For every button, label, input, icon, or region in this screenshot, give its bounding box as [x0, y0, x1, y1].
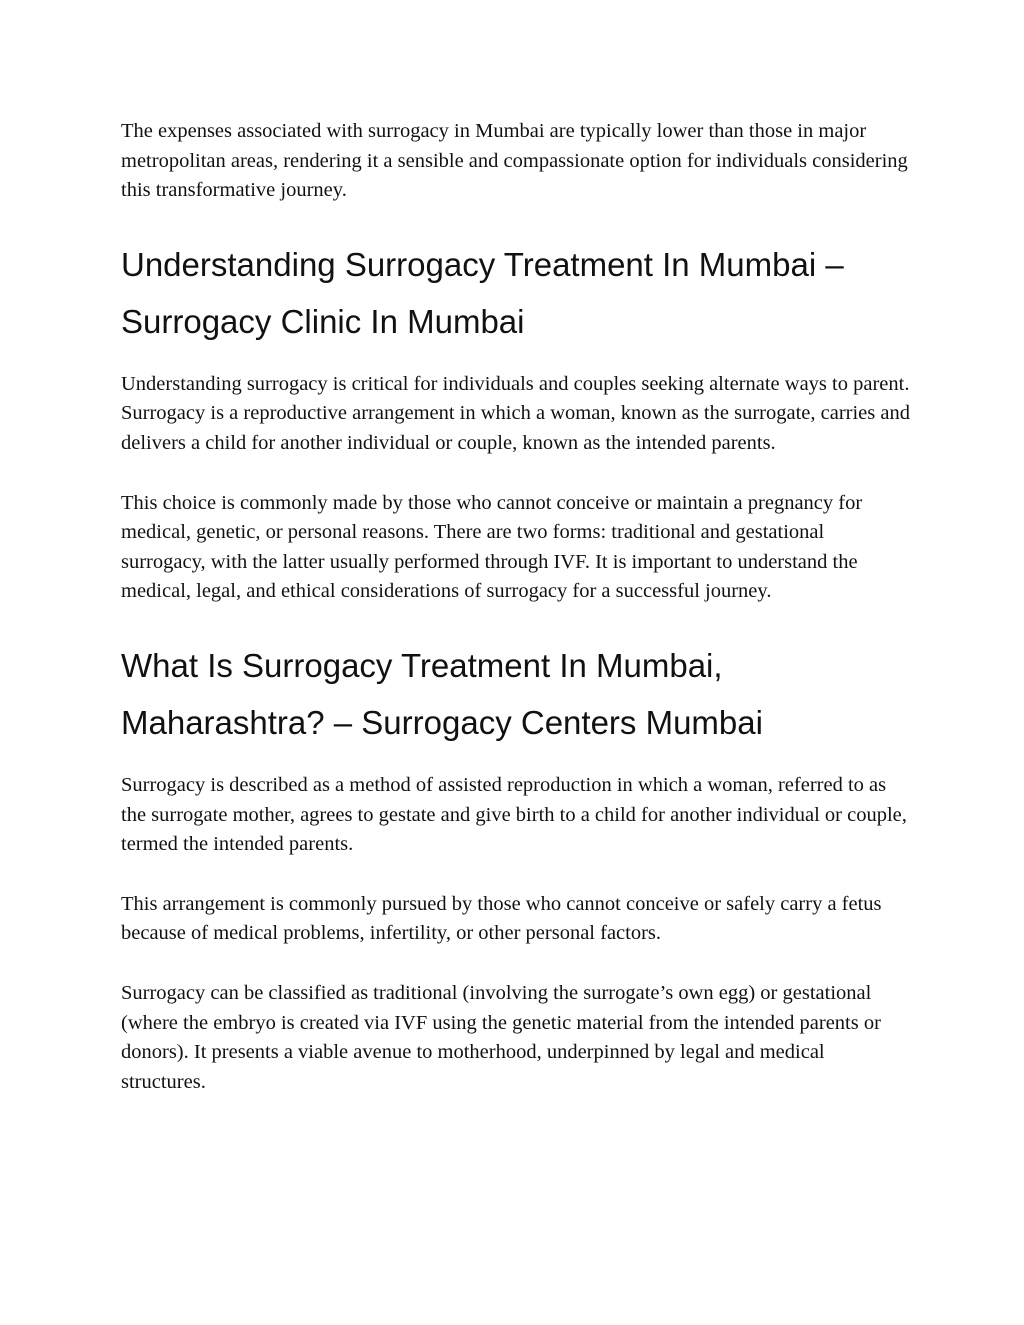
section-heading-understanding: Understanding Surrogacy Treatment In Mumbai – Surrogacy Clinic In Mumbai — [121, 245, 844, 340]
section1-paragraph-1: Understanding surrogacy is critical for individuals and couples seeking alternate ways to parent. Surrogacy is a reproductive arrangement in which a woman, known as the surrogate, carries and delivers a child for another individual or couple, known as the intended parents. — [121, 372, 910, 454]
section-heading-what-is: What Is Surrogacy Treatment In Mumbai, Maharashtra? – Surrogacy Centers Mumbai — [121, 646, 763, 741]
document-page — [121, 117, 911, 1097]
section1-paragraph-2: This choice is commonly made by those who cannot conceive or maintain a pregnancy for medical, genetic, or personal reasons. There are two forms: traditional and gestational surrogacy, with the latter usually performed through IVF. It is important to understand the medical, legal, and ethical considerations of surrogacy for a successful journey. — [121, 491, 863, 603]
section2-paragraph-3: Surrogacy can be classified as traditional (involving the surrogate’s own egg) or gestational (where the embryo is created via IVF using the genetic material from the intended parents or donors). It presents a viable avenue to motherhood, underpinned by legal and medical structures. — [121, 981, 881, 1093]
intro-paragraph: The expenses associated with surrogacy in Mumbai are typically lower than those in major metropolitan areas, rendering it a sensible and compassionate option for individuals considering this transformative journey. — [121, 120, 908, 202]
section2-paragraph-2: This arrangement is commonly pursued by those who cannot conceive or safely carry a fetus because of medical problems, infertility, or other personal factors. — [121, 892, 882, 945]
section2-paragraph-1: Surrogacy is described as a method of assisted reproduction in which a woman, referred to as the surrogate mother, agrees to gestate and give birth to a child for another individual or couple, termed the intended parents. — [121, 773, 907, 856]
